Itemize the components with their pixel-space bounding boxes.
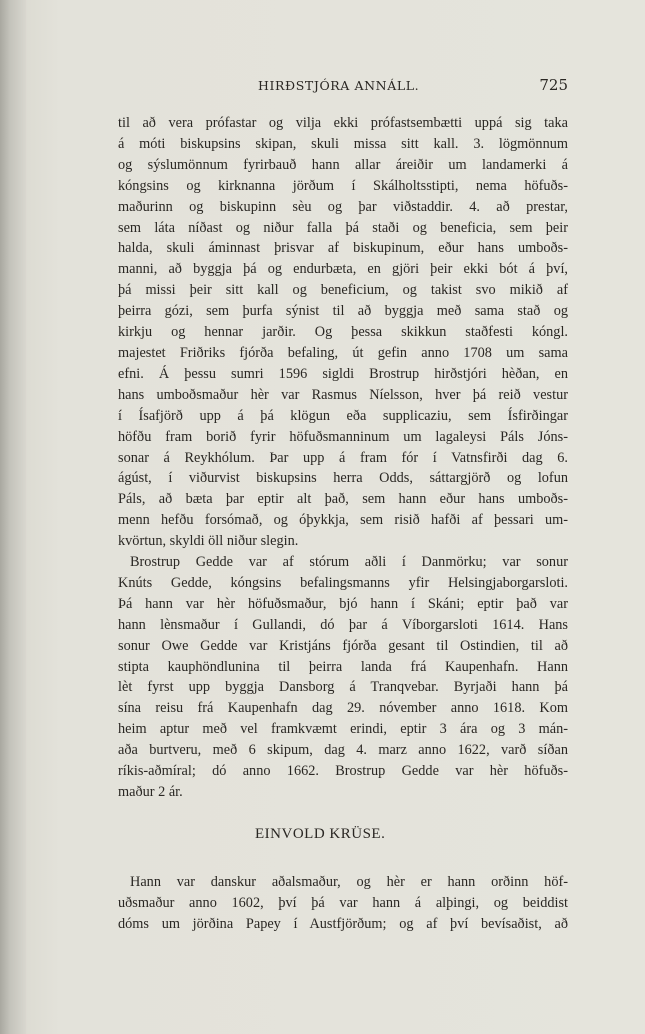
body-text: [118, 113, 568, 803]
text-line: til að vera prófastar og vilja ekki prófastsembætti uppá sig taka: [118, 115, 568, 131]
text-line: stipta kauphöndlunina til þeirra landa frá Kaupenhafn. Hann: [118, 658, 568, 675]
paragraph-3: [118, 872, 568, 935]
text-line: ríkis-aðmíral; dó anno 1662. Brostrup Gedde var hèr höfuðs-: [118, 763, 568, 780]
text-line: sonur Owe Gedde var Kristjáns fjórða gesant til Ostindien, til að: [118, 637, 568, 654]
text-line: þá missi þeir sitt kall og beneficium, og takist svo mikið af: [118, 282, 568, 299]
page-header: [118, 76, 568, 96]
text-line: hans umboðsmaður hèr var Rasmus Níelsson, hver þá reið vestur: [118, 386, 568, 403]
text-line: í Ísafjörð upp á þá klögun eða supplicaziu, sem Ísfirðingar: [118, 407, 568, 424]
text-line: dóms um jörðina Papey í Austfjörðum; og af því bevísaðist, að: [118, 915, 568, 932]
text-line: lèt fyrst upp byggja Dansborg á Tranqvebar. Byrjaði hann þá: [118, 679, 568, 696]
page-number: 725: [539, 76, 568, 94]
page-gutter: [0, 0, 26, 1034]
text-line: maður 2 ár.: [118, 784, 183, 800]
text-line: Þá hann var hèr höfuðsmaður, bjó hann í Skáni; eptir það var: [118, 595, 568, 612]
text-line: ágúst, í viðurvist biskupsins herra Odds, sáttargjörð og lofun: [118, 470, 568, 487]
text-line: sonar á Reykhólum. Þar upp á fram fór í Vatnsfirði dag 6.: [118, 449, 568, 466]
text-line: halda, skuli áminnast þrisvar af biskupinum, eður hans umboðs-: [118, 240, 568, 257]
paragraph-1: [118, 113, 568, 552]
body-text-2: [118, 872, 568, 935]
text-line: kirkju og hennar jarðir. Og þessa skikkun staðfesti kóngl.: [118, 324, 568, 341]
text-line: majestet Friðriks fjórða befaling, út gefin anno 1708 um sama: [118, 344, 568, 361]
text-line: heim aptur með vel framkvæmt erindi, eptir 3 ára og 3 mán-: [118, 721, 568, 738]
text-line: aða burtveru, með 6 skipum, dag 4. marz anno 1622, varð síðan: [118, 742, 568, 759]
text-line: hann lènsmaður í Gullandi, dó þar á Víborgarsloti 1614. Hans: [118, 616, 568, 633]
text-line: efni. Á þessu sumri 1596 sigldi Brostrup hirðstjóri hèðan, en: [118, 365, 568, 382]
text-line: þeirra gózi, sem þurfa sýnist til að byggja með sama stað og: [118, 303, 568, 320]
text-line: Knúts Gedde, kóngsins befalingsmanns yfir Helsingjaborgarsloti.: [118, 574, 568, 591]
text-line: kóngsins og kirknanna jörðum í Skálholtsstipti, nema höfuðs-: [118, 177, 568, 194]
text-line: og sýslumönnum fyrirbauð hann allar áreiðir um landamerki á: [118, 156, 568, 173]
section-heading: EINVOLD KRÜSE.: [255, 826, 386, 842]
text-line: Hann var danskur aðalsmaður, og hèr er hann orðinn höf-: [130, 874, 568, 890]
text-line: höfðu fram borið fyrir höfuðsmanninum um lagaleysi Páls Jóns-: [118, 428, 568, 445]
text-line: maðurinn og biskupinn sèu og þar viðstaddir. 4. að prestar,: [118, 198, 568, 215]
text-line: manni, að byggja þá og endurbæta, en gjöri þeir ekki bót á því,: [118, 261, 568, 278]
text-line: Páls, að bæta þar eptir alt það, sem hann eður hans umboðs-: [118, 491, 568, 508]
paragraph-2: [118, 552, 568, 803]
text-line: kvörtun, skyldi öll niður slegin.: [118, 533, 299, 550]
text-line: sína reisu frá Kaupenhafn dag 29. nóvember anno 1618. Kom: [118, 700, 568, 717]
text-line: menn hefðu forsómað, og óþykkja, sem risið hafði af þessari um-: [118, 512, 568, 529]
text-line: sem láta níðast og niður falla þá staði og beneficia, sem þeir: [118, 219, 568, 236]
text-line: uðsmaður anno 1602, því þá var hann á alþingi, og beiddist: [118, 894, 568, 911]
text-line: á móti biskupsins skipan, skuli missa sitt kall. 3. lögmönnum: [118, 135, 568, 152]
running-head: HIRÐSTJÓRA ANNÁLL.: [258, 78, 420, 93]
text-line: Brostrup Gedde var af stórum aðli í Danmörku; var sonur: [130, 554, 568, 571]
